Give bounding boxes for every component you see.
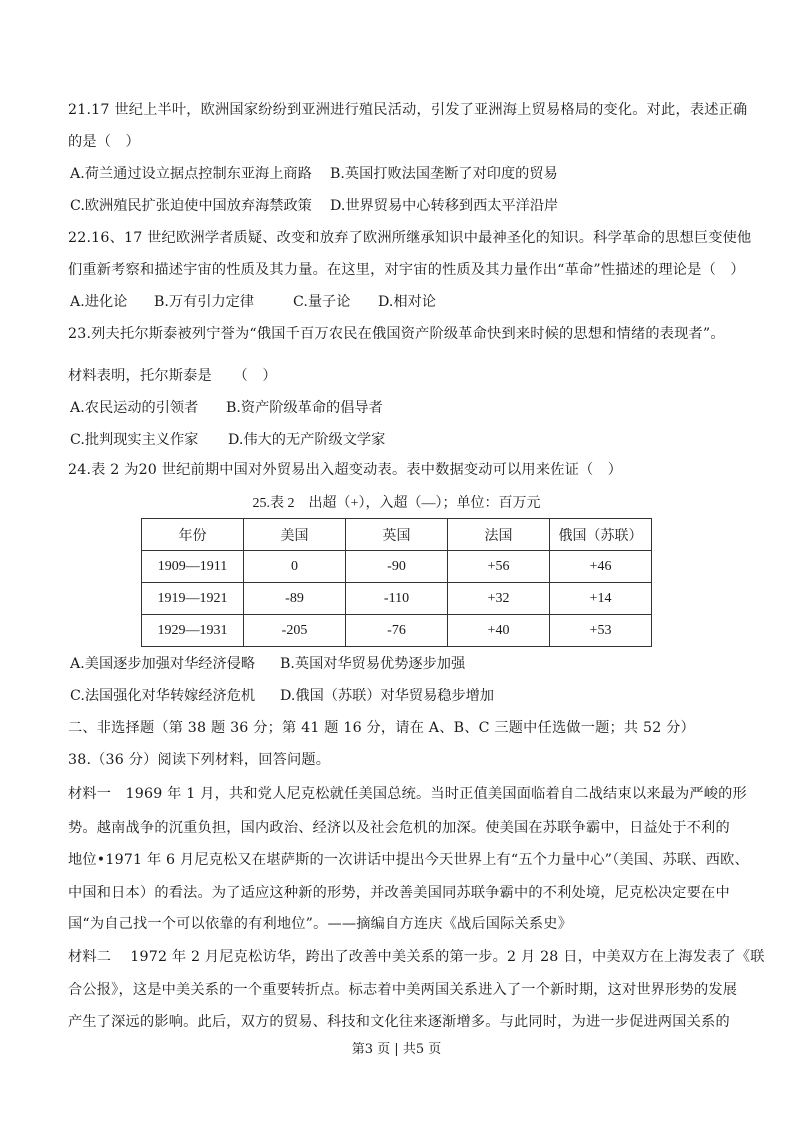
cell-usa: 0 [244, 551, 346, 583]
cell-usa: -205 [244, 615, 346, 647]
material1-line: 国“为自己找一个可以依靠的有利地位”。——摘编自方连庆《战后国际关系史》 [68, 916, 573, 932]
q23-option-a: A.农民运动的引领者 [70, 400, 199, 416]
q24-stem-line-1: 24.表 2 为20 世纪前期中国对外贸易出入超变动表。表中数据变动可以用来佐证（ ） [68, 462, 623, 478]
q22-option-d: D.相对论 [378, 294, 436, 310]
q38-stem: 38.（36 分）阅读下列材料，回答问题。 [68, 752, 331, 768]
q24-option-c: C.法国强化对华转嫁经济危机 [70, 688, 256, 704]
cell-france: +40 [448, 615, 550, 647]
cell-year: 1909—1911 [142, 551, 244, 583]
section-heading: 二、非选择题（第 38 题 36 分；第 41 题 16 分，请在 A、B、C 三题中任选做一题；共 52 分） [68, 720, 695, 736]
q21-stem-line-2: 的是（ ） [68, 134, 140, 150]
cell-uk: -110 [346, 583, 448, 615]
q21-option-d: D.世界贸易中心转移到西太平洋沿岸 [330, 198, 559, 214]
q21-option-a: A.荷兰通过设立据点控制东亚海上商路 [70, 166, 312, 182]
cell-russia: +14 [550, 583, 652, 615]
material1-line: 势。越南战争的沉重负担，国内政治、经济以及社会危机的加深。使美国在苏联争霸中，日益处于不利的 [68, 820, 730, 836]
cell-russia: +53 [550, 615, 652, 647]
q22-option-c: C.量子论 [293, 294, 351, 310]
q23-option-b: B.资产阶级革命的倡导者 [226, 400, 383, 416]
material2-line: 合公报》，这是中美关系的一个重要转折点。标志着中美两国关系进入了一个新时期，这对世界形势的发展 [68, 982, 738, 998]
q23-stem-line-1: 23.列夫托尔斯泰被列宁誉为“俄国千百万农民在俄国资产阶级革命快到来时候的思想和情绪的表现者”。 [68, 326, 725, 342]
cell-year: 1929—1931 [142, 615, 244, 647]
header-uk: 英国 [346, 519, 448, 551]
table-row [142, 583, 652, 615]
table-row [142, 615, 652, 647]
cell-usa: -89 [244, 583, 346, 615]
q21-option-c: C.欧洲殖民扩张迫使中国放弃海禁政策 [70, 198, 312, 214]
material1-line: 材料一 1969 年 1 月，共和党人尼克松就任美国总统。当时正值美国面临着自二战结束以来最为严峻的形 [68, 786, 747, 802]
q22-option-a: A.进化论 [70, 294, 128, 310]
table-header-row [142, 519, 652, 551]
q23-stem-line-2: 材料表明，托尔斯泰是 （ ） [68, 368, 277, 384]
q24-option-a: A.美国逐步加强对华经济侵略 [70, 656, 256, 672]
q24-option-b: B.英国对华贸易优势逐步加强 [280, 656, 466, 672]
q22-stem-line-2: 们重新考察和描述宇宙的性质及其力量。在这里，对宇宙的性质及其力量作出“革命”性描述的理论是（ ） [68, 262, 745, 278]
header-russia: 俄国（苏联） [550, 519, 652, 551]
material2-line: 产生了深远的影响。此后，双方的贸易、科技和文化往来逐渐增多。与此同时，为进一步促进两国关系的 [68, 1014, 730, 1030]
table-row [142, 551, 652, 583]
q23-option-d: D.伟大的无产阶级文学家 [228, 432, 386, 448]
header-usa: 美国 [244, 519, 346, 551]
q21-stem-line-1: 21.17 世纪上半叶，欧洲国家纷纷到亚洲进行殖民活动，引发了亚洲海上贸易格局的变化。对此，表述正确 [68, 102, 748, 118]
cell-uk: -76 [346, 615, 448, 647]
table-caption: 25.表 2 出超（+），入超（—）；单位：百万元 [252, 496, 541, 511]
cell-uk: -90 [346, 551, 448, 583]
material2-line: 材料二 1972 年 2 月尼克松访华，跨出了改善中美关系的第一步。2 月 28 日，中美双方在上海发表了《联 [68, 949, 765, 965]
cell-france: +32 [448, 583, 550, 615]
q23-option-c: C.批判现实主义作家 [70, 432, 199, 448]
header-year: 年份 [142, 519, 244, 551]
header-france: 法国 [448, 519, 550, 551]
cell-france: +56 [448, 551, 550, 583]
q24-option-d: D.俄国（苏联）对华贸易稳步增加 [280, 688, 495, 704]
q21-option-b: B.英国打败法国垄断了对印度的贸易 [330, 166, 558, 182]
material1-line: 中国和日本）的看法。为了适应这种新的形势，并改善美国同苏联争霸中的不利处境，尼克松决定要在中 [68, 885, 730, 901]
cell-year: 1919—1921 [142, 583, 244, 615]
cell-russia: +46 [550, 551, 652, 583]
trade-balance-table [141, 518, 652, 647]
q22-option-b: B.万有引力定律 [154, 294, 255, 310]
material1-line: 地位•1971 年 6 月尼克松又在堪萨斯的一次讲话中提出今天世界上有“五个力量中心”（美国、苏联、西欧、 [68, 852, 749, 868]
page-footer: 第3 页 | 共5 页 [351, 1042, 442, 1057]
q22-stem-line-1: 22.16、17 世纪欧洲学者质疑、改变和放弃了欧洲所继承知识中最神圣化的知识。科学革命的思想巨变使他 [68, 230, 752, 246]
